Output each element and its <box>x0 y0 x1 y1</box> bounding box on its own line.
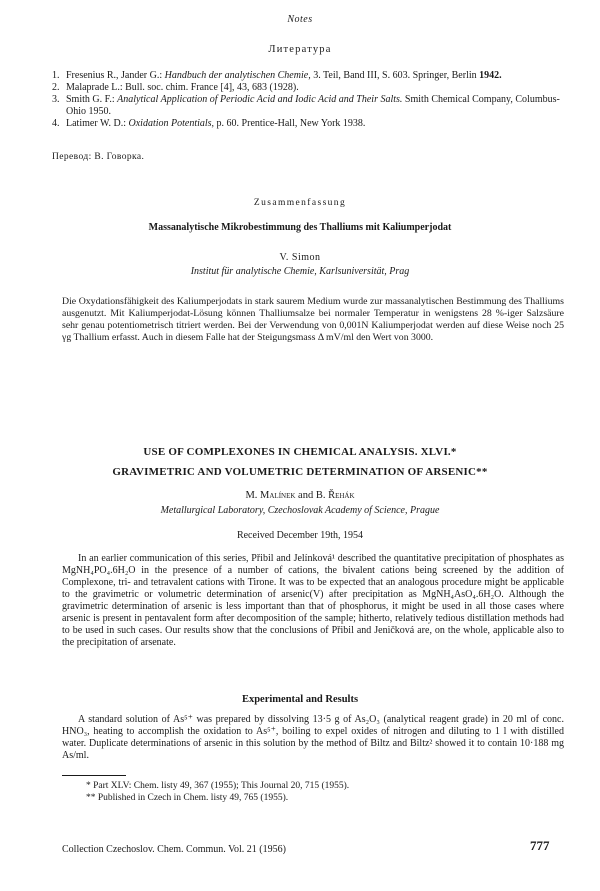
running-head: Notes <box>287 14 313 25</box>
reference-item <box>52 94 572 118</box>
references-heading: Литература <box>268 44 332 55</box>
reference-title: Handbuch der analytischen Chemie, <box>164 70 311 81</box>
reference-list <box>52 70 572 130</box>
reference-authors: Malaprade L.: <box>66 82 123 93</box>
summary-institution: Institut für analytische Chemie, Karlsuniversität, Prag <box>190 266 410 277</box>
article-title-line: GRAVIMETRIC AND VOLUMETRIC DETERMINATION OF ARSENIC** <box>112 466 488 478</box>
reference-item <box>52 70 572 82</box>
page-number: 777 <box>530 838 550 853</box>
reference-item <box>52 82 572 94</box>
reference-authors: Smith G. F.: <box>66 94 115 105</box>
reference-details: Bull. soc. chim. France [4], 43, 683 (1928). <box>125 82 299 93</box>
summary-heading: Zusammenfassung <box>253 198 347 208</box>
reference-item <box>52 118 572 130</box>
reference-details: Smith Chemical Company, Columbus-Ohio 1950. <box>66 94 560 117</box>
article-institution: Metallurgical Laboratory, Czechoslovak Academy of Science, Prague <box>160 505 440 516</box>
reference-title: Oxidation Potentials, <box>128 118 215 129</box>
footnote: * Part XLV: Chem. listy 49, 367 (1955); This Journal 20, 715 (1955). <box>86 781 350 791</box>
author-name: M. Malínek <box>245 490 296 501</box>
summary-title: Massanalytische Mikrobestimmung des Thalliums mit Kaliumperjodat <box>148 222 452 233</box>
summary-author: V. Simon <box>279 252 321 263</box>
reference-authors: Fresenius R., Jander G.: <box>66 70 163 81</box>
reference-authors: Latimer W. D.: <box>66 118 126 129</box>
article-authors <box>0 490 600 501</box>
footnote-divider <box>62 775 126 776</box>
reference-title: Analytical Application of Periodic Acid and Iodic Acid and Their Salts. <box>117 94 403 105</box>
footnote-list <box>86 780 566 804</box>
article-title <box>0 442 600 482</box>
author-name: B. Řehák <box>315 490 355 501</box>
received-date: Received December 19th, 1954 <box>236 530 364 541</box>
reference-number: 4. <box>52 118 60 129</box>
journal-citation: Collection Czechoslov. Chem. Commun. Vol. 21 (1956) <box>62 844 286 855</box>
translator-note: Перевод: В. Говорка. <box>52 152 145 162</box>
experimental-paragraph: A standard solution of As⁵⁺ was prepared by dissolving 13·5 g of As₂O₃ (analytical reagent grade) in 20 ml of conc. HNO₃, heating to accomplish the oxidation to As⁵⁺, boiling to expel oxides of nitrogen and diluting to 1 l with distilled water. Duplicate determinations of arsenic in this solution by the method of Biltz and Biltz² showed it to contain 10·188 mg As/ml. <box>62 714 564 761</box>
reference-number: 3. <box>52 94 60 105</box>
reference-number: 1. <box>52 70 60 81</box>
introduction-paragraph: In an earlier communication of this series, Přibil and Jelínková¹ described the quantitative precipitation of phosphates as MgNH₄PO₄.6H₂O in the presence of a number of cations, the bivalent cations being screened by the addition of Complexone, tri- and tetravalent cations with Tirone. It was to be expected that an analogous procedure might be applicable to the gravimetric or volumetric determination of arsenic(V) after precipitation as MgNH₄AsO₄.6H₂O. Although the gravimetric determination of arsenic is less important than that of phosphorus, it might be used in all those cases where arsenic is present in pentavalent form after decomposition of the sample; hitherto, relatively tedious distillation methods had to be used in such cases. Our results show that the conclusions of Přibil and Jeničková are, on the whole, applicable also to the precipitation of arsenate. <box>62 553 564 648</box>
reference-number: 2. <box>52 82 60 93</box>
author-conjunction: and <box>298 490 314 501</box>
experimental-heading: Experimental and Results <box>241 694 359 705</box>
footnote: ** Published in Czech in Chem. listy 49, 765 (1955). <box>86 793 289 803</box>
summary-paragraph: Die Oxydationsfähigkeit des Kaliumperjodats in stark saurem Medium wurde zur massanalytischen Bestimmung des Thalliums ausgenutzt. Mit Kaliumperjodat-Lösung können Thalliumsalze bei normaler Temperatur in wenigstens 28 %-iger Salzsäure sehr genau potentiometrisch titriert werden. Bei der Verwendung von 0,001N Kaliumperjodat werden auf diese Weise noch 25 γg Thallium erfasst. Auch in diesem Falle hat der Steigungsmass Δ mV/ml den Wert von 3000. <box>62 296 564 343</box>
article-title-line: USE OF COMPLEXONES IN CHEMICAL ANALYSIS. XLVI.* <box>143 446 457 458</box>
reference-year: 1942. <box>479 70 502 81</box>
reference-details: p. 60. Prentice-Hall, New York 1938. <box>216 118 366 129</box>
reference-details: 3. Teil, Band III, S. 603. Springer, Berlin <box>313 70 477 81</box>
